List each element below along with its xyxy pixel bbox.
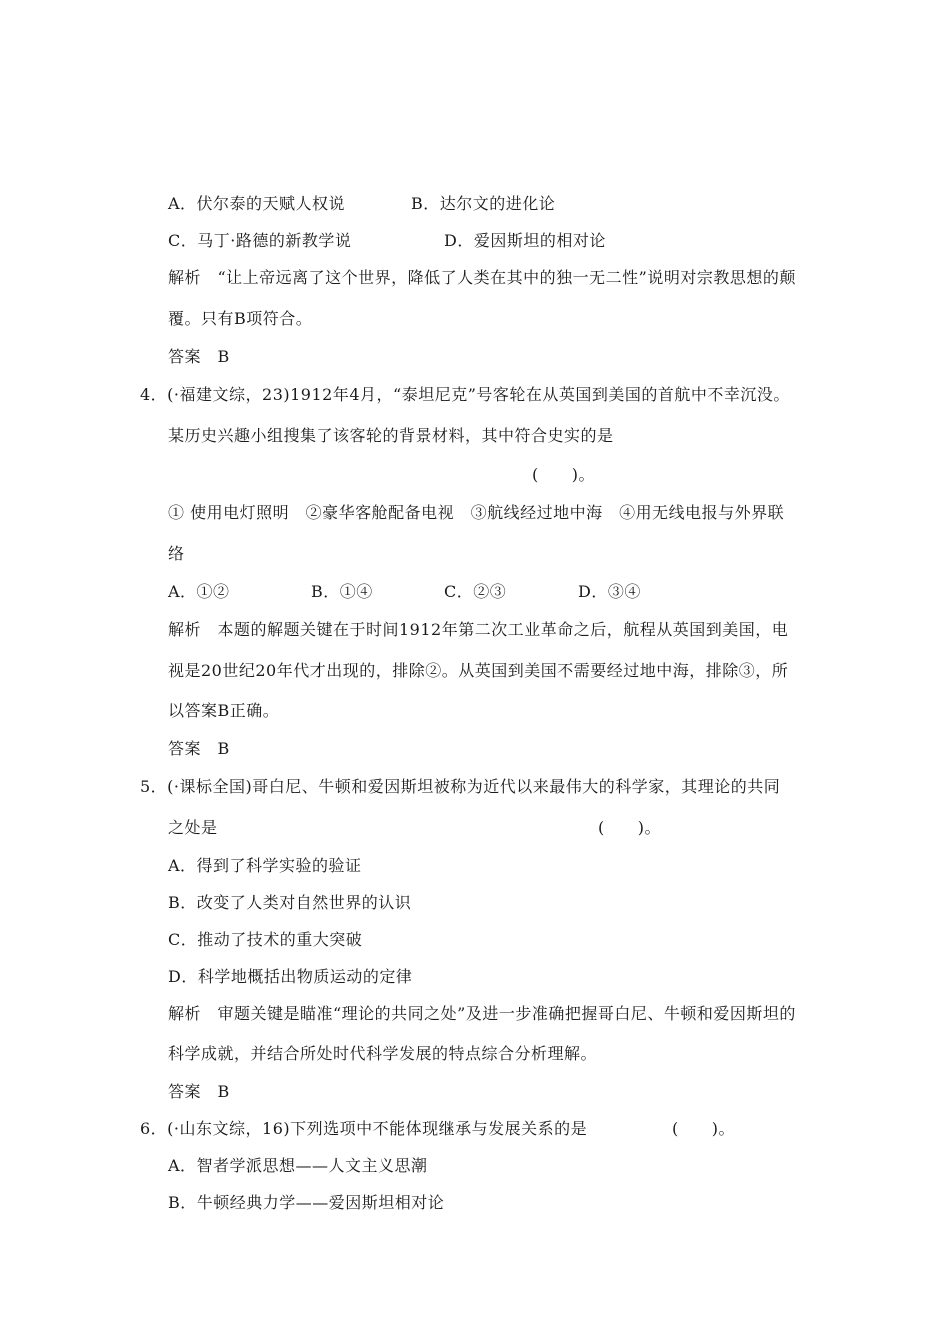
q5-stem-line-2: 之处是: [168, 818, 218, 837]
q4-option-b: B．①④: [311, 582, 373, 601]
q4-stem-line-1: 4．(·福建文综，23)1912年4月，“泰坦尼克”号客轮在从英国到美国的首航中不幸沉没。: [140, 385, 790, 404]
q5-answer: 答案 B: [168, 1082, 230, 1101]
q3-option-a: A．伏尔泰的天赋人权说: [168, 194, 346, 213]
q6-option-a: A．智者学派思想——人文主义思潮: [168, 1156, 428, 1175]
q3-analysis-line-2: 覆。只有B项符合。: [168, 309, 313, 328]
q5-option-d: D．科学地概括出物质运动的定律: [168, 967, 413, 986]
q4-option-d: D．③④: [578, 582, 641, 601]
q4-items-line-2: 络: [168, 544, 185, 563]
q5-answer-blank: ( )。: [598, 818, 661, 837]
q3-option-b: B．达尔文的进化论: [411, 194, 556, 213]
q6-stem-line-1: 6．(·山东文综，16)下列选项中不能体现继承与发展关系的是: [140, 1119, 588, 1138]
q3-analysis-line-1: 解析 “让上帝远离了这个世界，降低了人类在其中的独一无二性”说明对宗教思想的颠: [168, 268, 796, 287]
q4-analysis-line-3: 以答案B正确。: [168, 701, 280, 720]
q6-option-b: B．牛顿经典力学——爱因斯坦相对论: [168, 1193, 445, 1212]
q4-analysis-line-2: 视是20世纪20年代才出现的，排除②。从英国到美国不需要经过地中海，排除③，所: [168, 661, 789, 680]
q5-option-a: A．得到了科学实验的验证: [168, 856, 362, 875]
q5-analysis-line-2: 科学成就，并结合所处时代科学发展的特点综合分析理解。: [168, 1044, 598, 1063]
q3-option-c: C．马丁·路德的新教学说: [168, 231, 352, 250]
q4-option-c: C．②③: [444, 582, 507, 601]
q4-analysis-line-1: 解析 本题的解题关键在于时间1912年第二次工业革命之后，航程从英国到美国，电: [168, 620, 789, 639]
q5-option-c: C．推动了技术的重大突破: [168, 930, 363, 949]
q3-answer: 答案 B: [168, 347, 230, 366]
q4-items-line-1: ① 使用电灯照明 ②豪华客舱配备电视 ③航线经过地中海 ④用无线电报与外界联: [168, 503, 785, 522]
q4-answer: 答案 B: [168, 739, 230, 758]
q4-stem-line-2: 某历史兴趣小组搜集了该客轮的背景材料，其中符合史实的是: [168, 426, 614, 445]
q6-answer-blank: ( )。: [672, 1119, 735, 1138]
q3-option-d: D．爱因斯坦的相对论: [444, 231, 606, 250]
q5-option-b: B．改变了人类对自然世界的认识: [168, 893, 412, 912]
q4-answer-blank: ( )。: [532, 465, 595, 484]
q4-option-a: A．①②: [168, 582, 230, 601]
q5-stem-line-1: 5．(·课标全国)哥白尼、牛顿和爱因斯坦被称为近代以来最伟大的科学家，其理论的共同: [140, 777, 781, 796]
q5-analysis-line-1: 解析 审题关键是瞄准“理论的共同之处”及进一步准确把握哥白尼、牛顿和爱因斯坦的: [168, 1004, 796, 1023]
